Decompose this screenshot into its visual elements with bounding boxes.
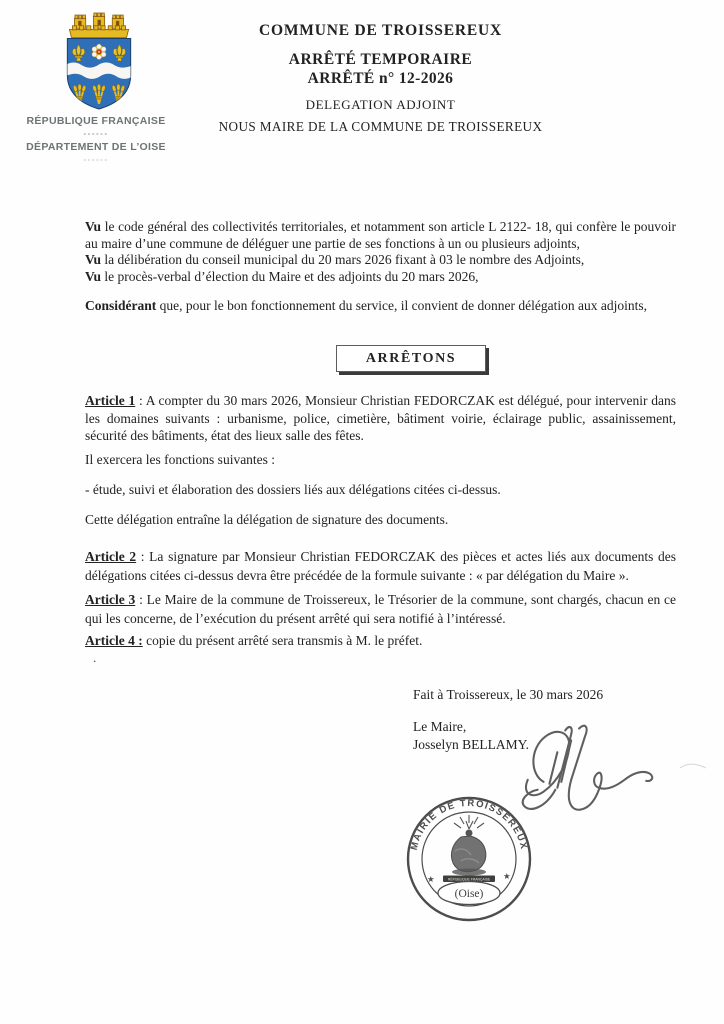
signatory-title: Le Maire, xyxy=(413,719,467,734)
separator: ------ xyxy=(83,155,109,164)
departement-label: DÉPARTEMENT DE L’OISE xyxy=(26,141,166,153)
article-1: Article 1 : A compter du 30 mars 2026, Monsieur Christian FEDORCZAK est délégué, pour intervenir dans les domaines suivants : urbanisme, police, cimetière, bâtiment voirie, éclairage public, assainissement, sécurité des bâtiments, état des lieux salle des fêtes. xyxy=(85,393,676,443)
recital-vu-2: Vu la délibération du conseil municipal du 20 mars 2026 fixant à 03 le nombre des Adjoints, xyxy=(85,252,585,267)
star-icon: ★ xyxy=(503,872,511,882)
seal-subtitle: (Oise) xyxy=(454,888,484,900)
stray-mark: . xyxy=(93,650,97,665)
official-seal xyxy=(402,793,536,925)
paragraph-etude: - étude, suivi et élaboration des dossiers liés aux délégations citées ci-dessus. xyxy=(85,482,501,497)
article-2: Article 2 : La signature par Monsieur Christian FEDORCZAK des pièces et actes liés aux documents des délégations citées ci-dessus devra être précédée de la formule suivante : « par délégation du Maire ». xyxy=(85,549,676,583)
doc-subject: DELEGATION ADJOINT xyxy=(305,97,456,112)
scan-artifact xyxy=(678,756,708,774)
marianne-figure xyxy=(451,815,486,876)
seal-banner-text: RÉPUBLIQUE FRANÇAISE xyxy=(447,877,491,882)
place-date-line: Fait à Troissereux, le 30 mars 2026 xyxy=(413,687,604,702)
commune-title: COMMUNE DE TROISSEREUX xyxy=(259,22,502,39)
authority-line: NOUS MAIRE DE LA COMMUNE DE TROISSEREUX xyxy=(218,119,543,134)
doc-type-title: ARRÊTÉ TEMPORAIRE xyxy=(288,51,473,68)
article-4: Article 4 : copie du présent arrêté sera transmis à M. le préfet. xyxy=(85,633,423,648)
seal-arc-text: MAIRIE DE TROISSEREUX xyxy=(408,797,530,852)
paragraph-delegation: Cette délégation entraîne la délégation de signature des documents. xyxy=(85,512,449,527)
recitals xyxy=(85,219,676,285)
recital-considerant: Considérant que, pour le bon fonctionnement du service, il convient de donner délégation aux adjoints, xyxy=(85,298,648,313)
paragraph-fonctions: Il exercera les fonctions suivantes : xyxy=(85,452,276,467)
separator: ------ xyxy=(83,129,109,138)
article-3: Article 3 : Le Maire de la commune de Troissereux, le Trésorier de la commune, sont chargés, chacun en ce qui les concerne, de l’exécution du présent arrêté qui sera notifié à l’intéressé. xyxy=(85,592,676,626)
arretons-banner: ARRÊTONS xyxy=(336,345,486,372)
recital-vu-3: Vu le procès-verbal d’élection du Maire et des adjoints du 20 mars 2026, xyxy=(85,268,479,284)
recital-vu-1: Vu le code général des collectivités territoriales, et notamment son article L 2122- 18, qui confère le pouvoir au maire d’une commune de déléguer une partie de ses fonctions à un ou plusieurs adjoints, xyxy=(85,219,676,251)
signatory-name: Josselyn BELLAMY. xyxy=(413,737,530,752)
republique-label: RÉPUBLIQUE FRANÇAISE xyxy=(26,115,166,127)
doc-number-title: ARRÊTÉ n° 12-2026 xyxy=(307,70,454,87)
star-icon: ★ xyxy=(427,875,435,885)
